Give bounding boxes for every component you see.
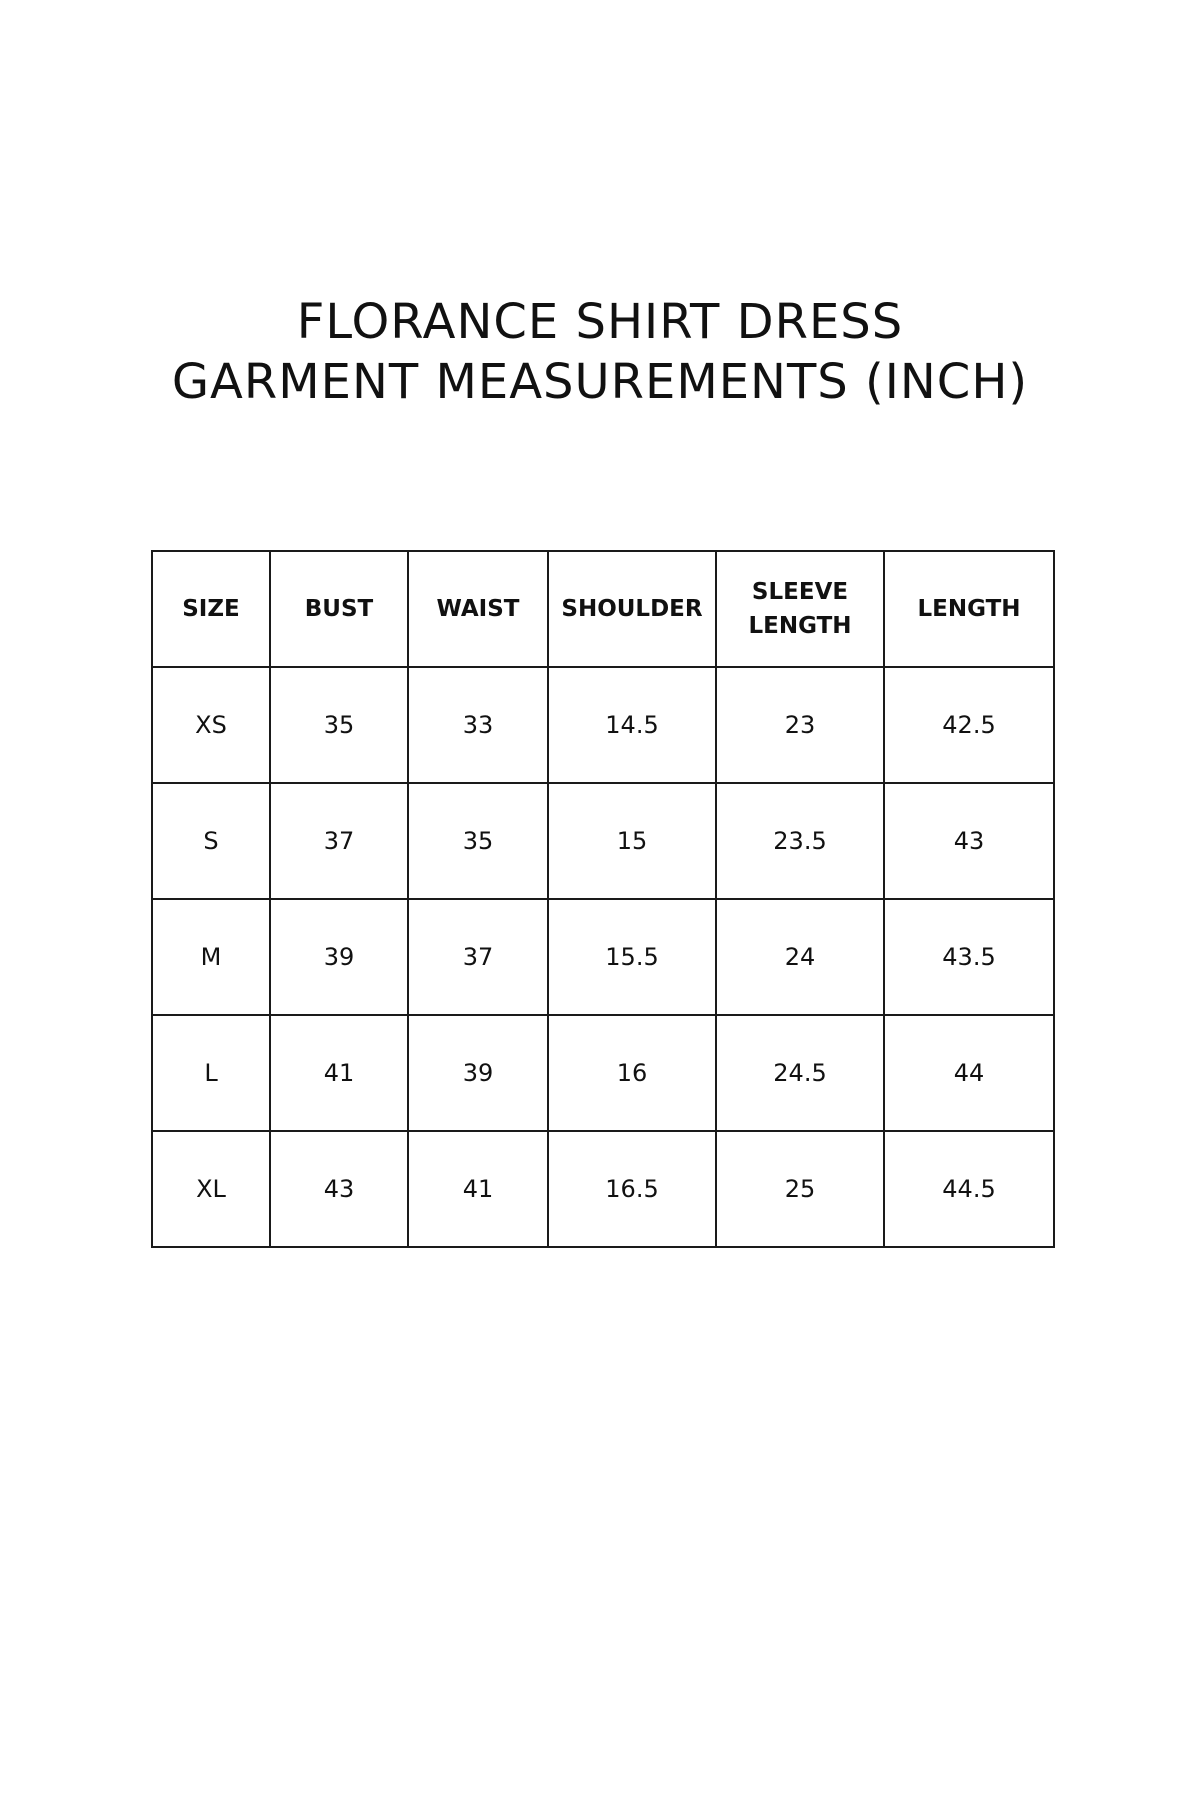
table-row: [152, 783, 1054, 899]
cell-waist: 39: [408, 1015, 548, 1131]
cell-shoulder: 16.5: [548, 1131, 716, 1247]
cell-shoulder: 15: [548, 783, 716, 899]
cell-bust: 35: [270, 667, 408, 783]
cell-shoulder: 15.5: [548, 899, 716, 1015]
cell-length: 43: [884, 783, 1054, 899]
header-shoulder: SHOULDER: [548, 551, 716, 667]
cell-bust: 37: [270, 783, 408, 899]
cell-size: XS: [152, 667, 270, 783]
cell-sleeve-length: 25: [716, 1131, 884, 1247]
cell-sleeve-length: 24.5: [716, 1015, 884, 1131]
cell-size: M: [152, 899, 270, 1015]
cell-shoulder: 14.5: [548, 667, 716, 783]
page-title: [0, 292, 1200, 412]
title-line-1: FLORANCE SHIRT DRESS: [296, 294, 904, 350]
table-header-row: [152, 551, 1054, 667]
header-size: SIZE: [152, 551, 270, 667]
table-row: [152, 1131, 1054, 1247]
header-waist: WAIST: [408, 551, 548, 667]
cell-waist: 41: [408, 1131, 548, 1247]
cell-sleeve-length: 23: [716, 667, 884, 783]
measurements-table: [151, 550, 1055, 1248]
cell-shoulder: 16: [548, 1015, 716, 1131]
cell-waist: 37: [408, 899, 548, 1015]
cell-size: S: [152, 783, 270, 899]
cell-bust: 39: [270, 899, 408, 1015]
header-length: LENGTH: [884, 551, 1054, 667]
cell-waist: 33: [408, 667, 548, 783]
table-row: [152, 1015, 1054, 1131]
cell-sleeve-length: 24: [716, 899, 884, 1015]
cell-length: 42.5: [884, 667, 1054, 783]
cell-length: 44: [884, 1015, 1054, 1131]
header-bust: BUST: [270, 551, 408, 667]
cell-bust: 41: [270, 1015, 408, 1131]
header-sleeve-line1: SLEEVE: [751, 579, 849, 605]
header-sleeve-line2: LENGTH: [748, 613, 852, 639]
header-sleeve-length: [716, 551, 884, 667]
cell-size: L: [152, 1015, 270, 1131]
cell-bust: 43: [270, 1131, 408, 1247]
cell-size: XL: [152, 1131, 270, 1247]
title-line-2: GARMENT MEASUREMENTS (INCH): [171, 354, 1029, 410]
cell-sleeve-length: 23.5: [716, 783, 884, 899]
cell-waist: 35: [408, 783, 548, 899]
cell-length: 44.5: [884, 1131, 1054, 1247]
cell-length: 43.5: [884, 899, 1054, 1015]
table-row: [152, 667, 1054, 783]
table-row: [152, 899, 1054, 1015]
